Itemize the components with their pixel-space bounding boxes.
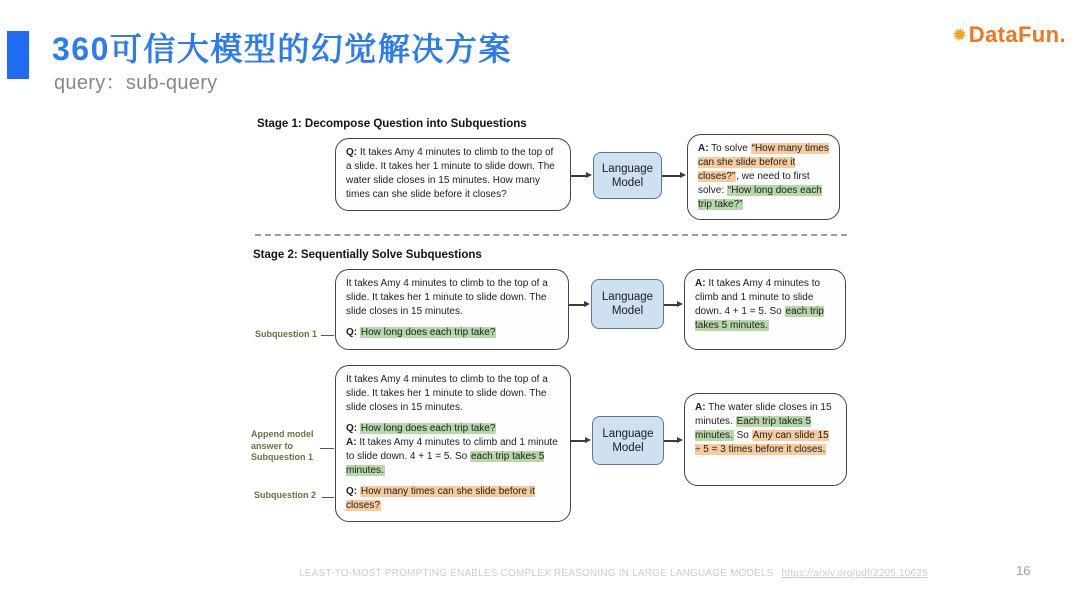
arrow-right-icon (680, 172, 686, 178)
connector-line (662, 175, 681, 177)
subquestion1-label: Subquestion 1 (255, 329, 318, 339)
stage2-row2-question-box: It takes Amy 4 minutes to climb to the top of a slide. It takes her 1 minute to slide down. The slide closes in 15 minutes. Q: How long does each trip take? A: It takes Amy 4 minutes to climb and 1 minute to slide down. 4 + 1 = 5. So each trip takes 5 minutes. Q: How many times can she slide before it closes? (335, 365, 571, 522)
arrow-right-icon (677, 437, 683, 443)
stage2-row2-answer-box: A: The water slide closes in 15 minutes. Each trip takes 5 minutes. So Amy can slide 15 ÷ 5 = 3 times before it closes. (684, 393, 847, 486)
label-tick (321, 335, 334, 336)
page-subtitle: query：sub-query (54, 72, 218, 94)
datafun-logo (952, 22, 1066, 48)
page-title: 360可信大模型的幻觉解决方案 (52, 31, 512, 67)
label-tick (322, 497, 334, 498)
connector-line (571, 440, 586, 442)
title-accent-bar (7, 31, 29, 79)
language-model-box-2: Language Model (591, 279, 664, 329)
append-answer-label: Append model answer to Subquestion 1 (251, 429, 314, 462)
stage-divider (255, 234, 847, 236)
subquestion2-label: Subquestion 2 (254, 490, 317, 500)
arrow-right-icon (677, 301, 683, 307)
sparkle-icon: ✹ (950, 24, 969, 46)
connector-line (664, 304, 678, 306)
stage2-row1-answer-box: A: It takes Amy 4 minutes to climb and 1 minute to slide down. 4 + 1 = 5. So each trip takes 5 minutes. (684, 269, 846, 350)
stage1-answer-box: A: To solve “How many times can she slide before it closes?”, we need to first solve: “How long does each trip take?” (687, 134, 840, 220)
arrow-right-icon (584, 301, 590, 307)
label-tick (320, 448, 334, 449)
language-model-box-1: Language Model (593, 152, 662, 199)
connector-line (664, 440, 678, 442)
stage1-heading: Stage 1: Decompose Question into Subquestions (257, 118, 527, 130)
citation-url-link[interactable]: https://arxiv.org/pdf/2205.10625 (781, 568, 928, 579)
page-number: 16 (1016, 563, 1031, 578)
logo-text: DataFun. (968, 22, 1066, 47)
stage1-question-box: Q: It takes Amy 4 minutes to climb to the top of a slide. It takes her 1 minute to slide down. The water slide closes in 15 minutes. How many times can she slide before it closes? (335, 138, 571, 211)
arrow-right-icon (586, 172, 592, 178)
connector-line (571, 175, 587, 177)
arrow-right-icon (585, 437, 591, 443)
language-model-box-3: Language Model (592, 416, 664, 465)
connector-line (569, 304, 585, 306)
citation (299, 568, 928, 579)
stage2-row1-question-box: It takes Amy 4 minutes to climb to the top of a slide. It takes her 1 minute to slide down. The slide closes in 15 minutes. Q: How long does each trip take? (335, 269, 569, 350)
stage2-heading: Stage 2: Sequentially Solve Subquestions (253, 249, 482, 261)
citation-title: LEAST-TO-MOST PROMPTING ENABLES COMPLEX REASONING IN LARGE LANGUAGE MODELS (299, 568, 774, 579)
